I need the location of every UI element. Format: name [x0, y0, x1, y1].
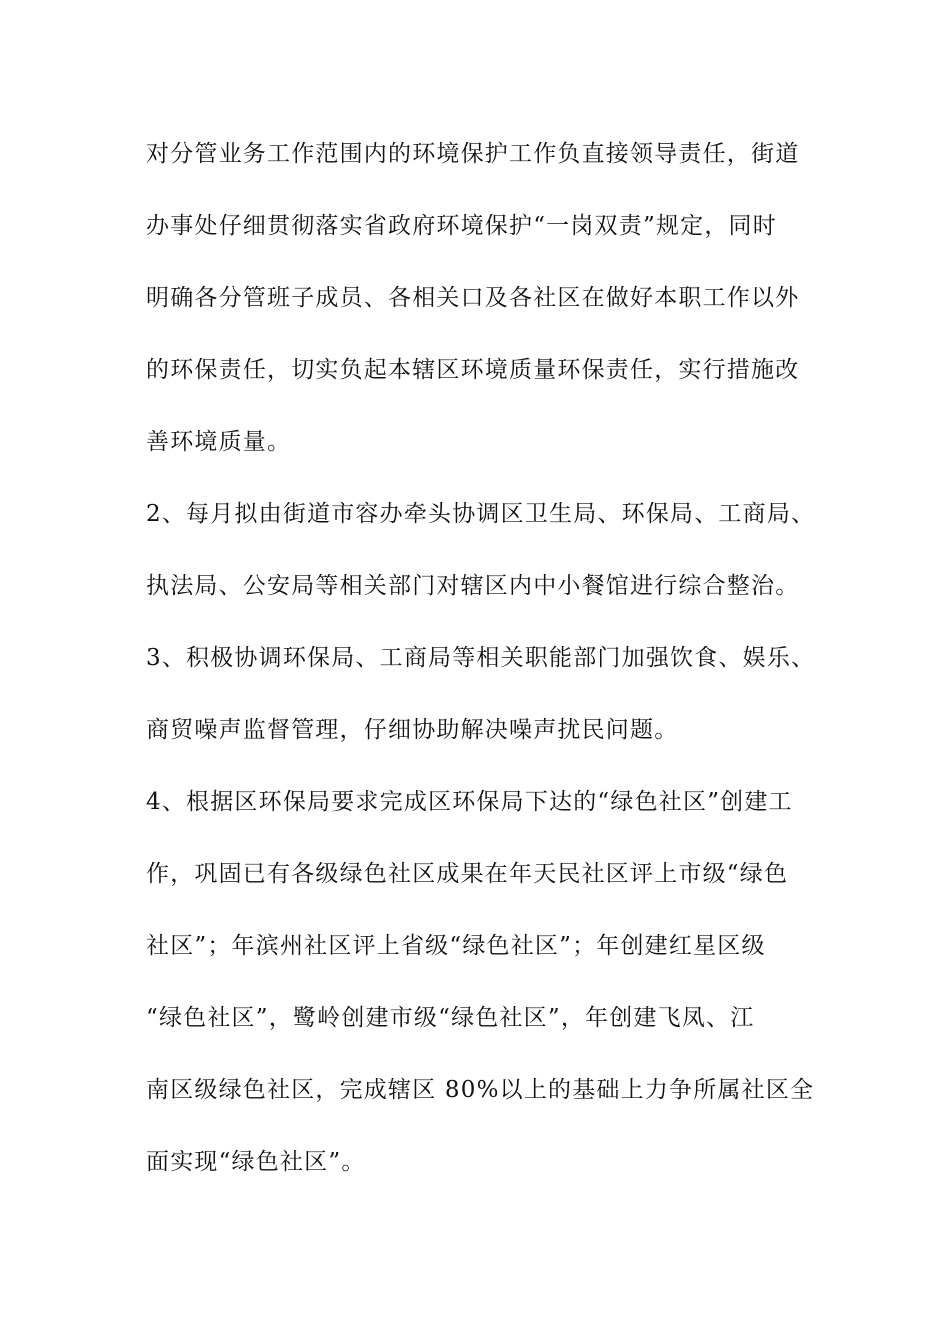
- list-item-3-line-2: 商贸噪声监督管理，仔细协助解决噪声扰民问题。: [146, 717, 679, 743]
- paragraph-line-2: 办事处仔细贯彻落实省政府环境保护“一岗双责”规定，同时: [146, 213, 777, 239]
- paragraph-line-5: 善环境质量。: [146, 429, 292, 455]
- list-item-4-line-2: 作，巩固已有各级绿色社区成果在年天民社区评上市级“绿色: [146, 861, 789, 887]
- list-item-3-line-1: 3、积极协调环保局、工商局等相关职能部门加强饮食、娱乐、: [146, 645, 816, 671]
- list-item-4-line-6: 面实现“绿色社区”。: [146, 1149, 366, 1175]
- list-item-4-line-5: 南区级绿色社区，完成辖区 80%以上的基础上力争所属社区全: [146, 1077, 815, 1103]
- paragraph-line-3: 明确各分管班子成员、各相关口及各社区在做好本职工作以外: [146, 285, 800, 311]
- list-item-4-line-1: 4、根据区环保局要求完成区环保局下达的“绿色社区”创建工: [146, 789, 793, 815]
- list-item-4-line-3: 社区”；年滨州社区评上省级“绿色社区”；年创建红星区级: [146, 933, 766, 959]
- list-item-2-line-2: 执法局、公安局等相关部门对辖区内中小餐馆进行综合整治。: [146, 573, 800, 599]
- list-item-2-line-1: 2、每月拟由街道市容办牵头协调区卫生局、环保局、工商局、: [146, 501, 816, 527]
- paragraph-line-4: 的环保责任，切实负起本辖区环境质量环保责任，实行措施改: [146, 357, 800, 383]
- list-item-4-line-4: “绿色社区”，鹭岭创建市级“绿色社区”，年创建飞凤、江: [146, 1005, 755, 1031]
- paragraph-line-1: 对分管业务工作范围内的环境保护工作负直接领导责任，街道: [146, 141, 800, 167]
